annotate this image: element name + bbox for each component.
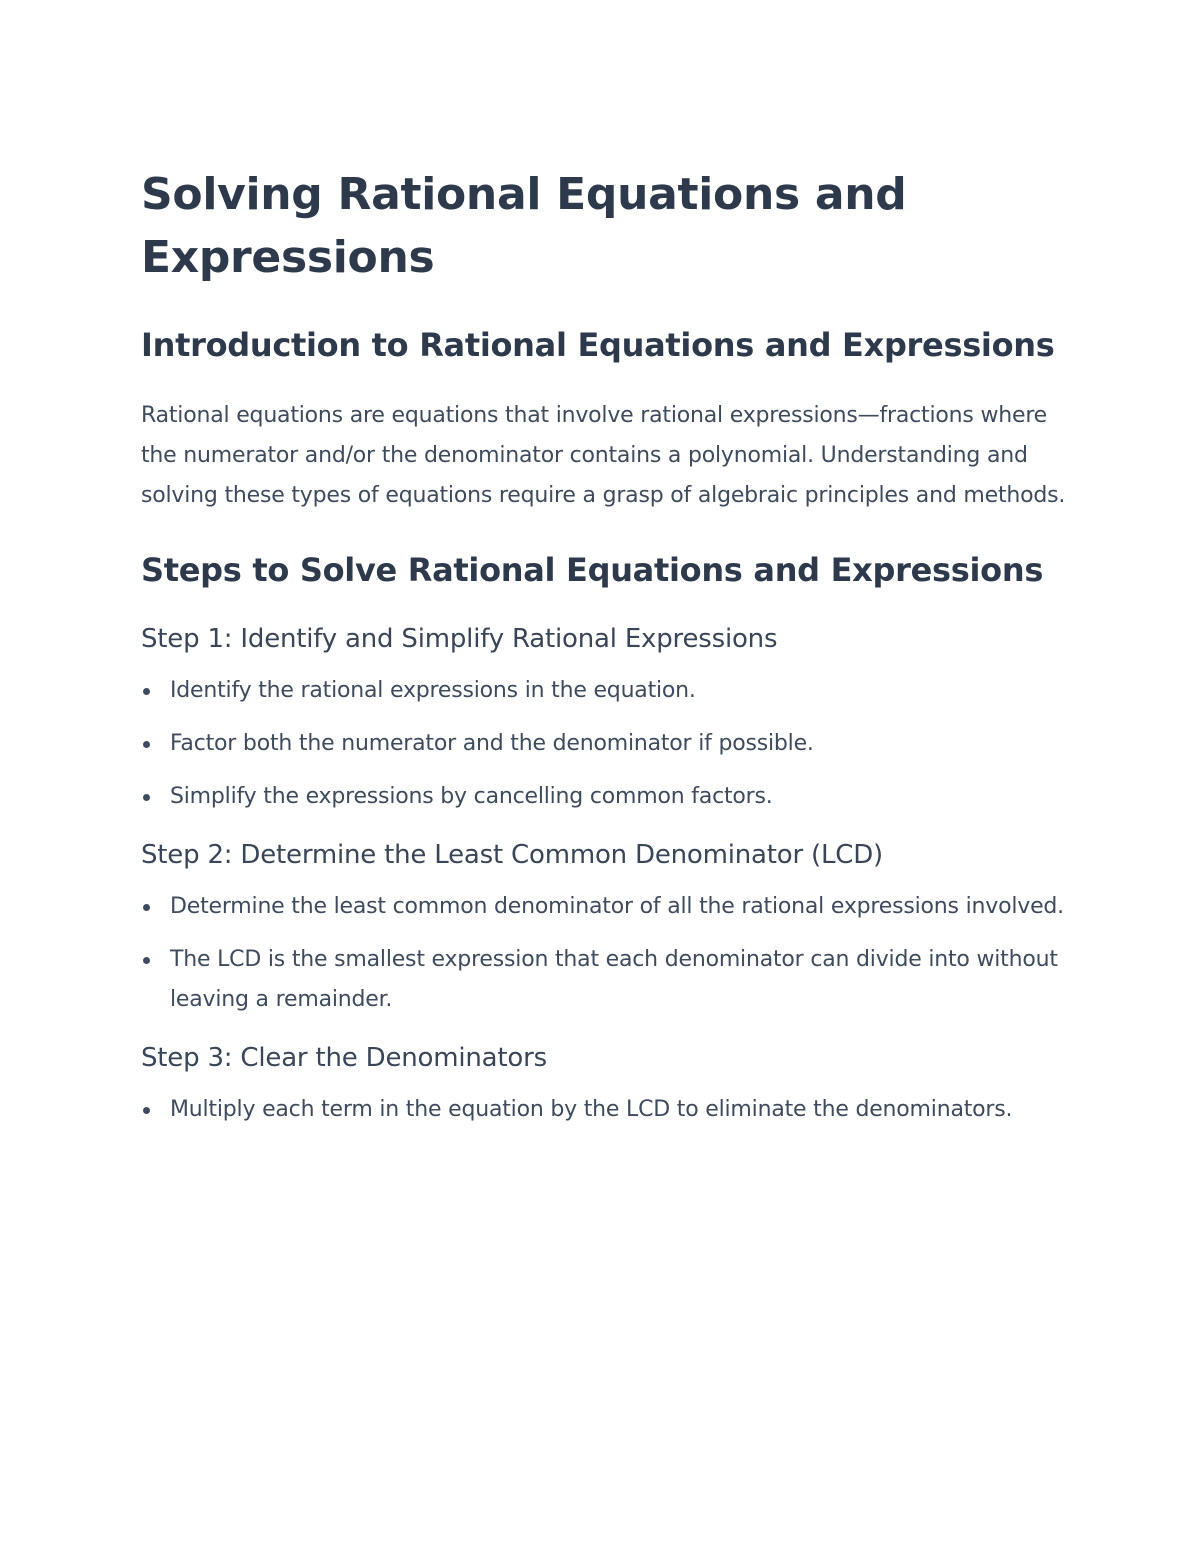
list-item-text: Determine the least common denominator of all the rational expressions involved. bbox=[170, 894, 1064, 919]
step-2-list bbox=[141, 887, 1071, 1020]
list-item bbox=[141, 1090, 1071, 1130]
bullet-icon bbox=[143, 1107, 150, 1114]
list-item bbox=[141, 724, 1071, 764]
step-3-heading: Step 3: Clear the Denominators bbox=[141, 1043, 547, 1073]
steps-heading: Steps to Solve Rational Equations and Expressions bbox=[141, 551, 1044, 589]
step-3-list bbox=[141, 1090, 1071, 1130]
step-2-heading: Step 2: Determine the Least Common Denominator (LCD) bbox=[141, 840, 883, 870]
bullet-icon bbox=[143, 794, 150, 801]
step-1-heading: Step 1: Identify and Simplify Rational Expressions bbox=[141, 624, 778, 654]
list-item bbox=[141, 671, 1071, 711]
list-item-text: Multiply each term in the equation by the LCD to eliminate the denominators. bbox=[170, 1097, 1013, 1122]
bullet-icon bbox=[143, 957, 150, 964]
list-item-text: Factor both the numerator and the denominator if possible. bbox=[170, 731, 814, 756]
bullet-icon bbox=[143, 688, 150, 695]
list-item bbox=[141, 887, 1071, 927]
step-1-list bbox=[141, 671, 1071, 817]
bullet-icon bbox=[143, 904, 150, 911]
intro-paragraph: Rational equations are equations that involve rational expressions—fractions where the numerator and/or the denominator contains a polynomial. Understanding and solving these types of equations require a grasp of algebraic principles and methods. bbox=[141, 403, 1066, 508]
bullet-icon bbox=[143, 741, 150, 748]
list-item-text: Identify the rational expressions in the equation. bbox=[170, 678, 696, 703]
list-item bbox=[141, 777, 1071, 817]
document-title: Solving Rational Equations and Expressions bbox=[141, 169, 907, 283]
document-page bbox=[141, 163, 1071, 1130]
list-item-text: Simplify the expressions by cancelling common factors. bbox=[170, 784, 773, 809]
list-item-text: The LCD is the smallest expression that each denominator can divide into without leaving a remainder. bbox=[170, 947, 1058, 1012]
list-item bbox=[141, 940, 1071, 1020]
intro-heading: Introduction to Rational Equations and Expressions bbox=[141, 326, 1055, 364]
